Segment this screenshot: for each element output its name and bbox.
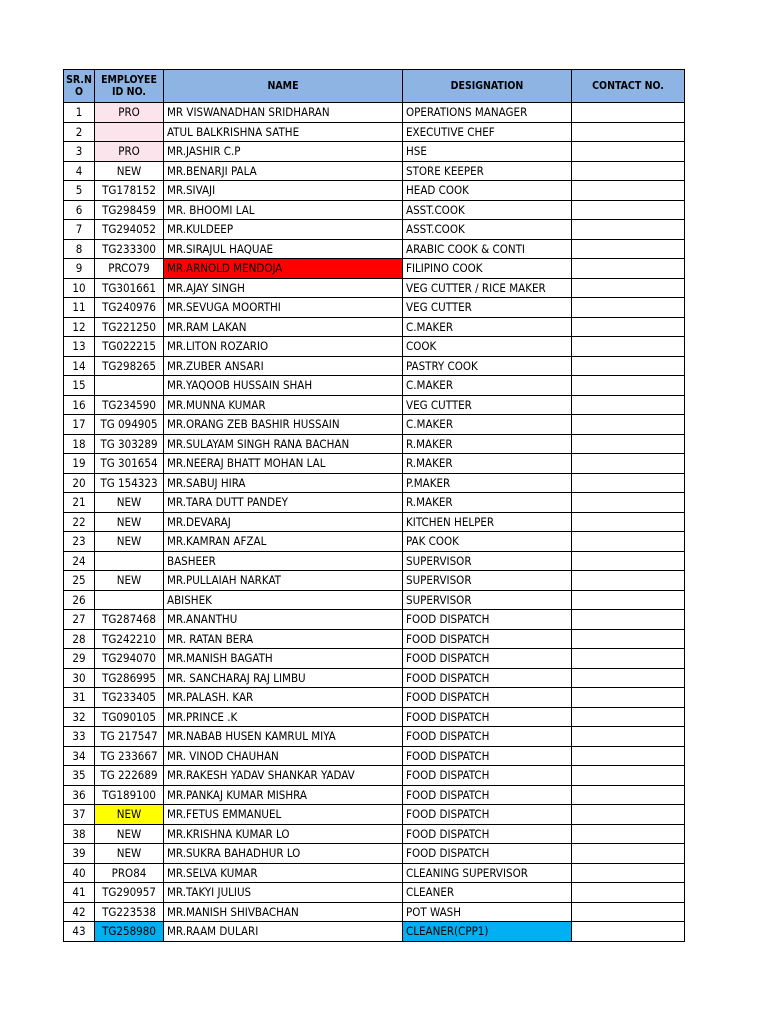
cell-employee-id[interactable] [95, 122, 164, 142]
cell-employee-id[interactable]: TG090105 [95, 707, 164, 727]
cell-designation[interactable]: COOK [403, 337, 572, 357]
cell-name[interactable]: ABISHEK [164, 590, 403, 610]
cell-sr[interactable]: 11 [64, 298, 95, 318]
cell-designation[interactable]: R.MAKER [403, 493, 572, 513]
table-row [64, 512, 685, 532]
cell-employee-id[interactable]: TG298265 [95, 356, 164, 376]
cell-employee-id[interactable] [95, 376, 164, 396]
cell-contact[interactable] [572, 239, 685, 259]
cell-sr[interactable]: 27 [64, 610, 95, 630]
cell-sr[interactable]: 4 [64, 161, 95, 181]
cell-employee-id[interactable]: TG 154323 [95, 473, 164, 493]
cell-designation[interactable]: R.MAKER [403, 434, 572, 454]
table-row [64, 122, 685, 142]
cell-name[interactable]: MR.KAMRAN AFZAL [164, 532, 403, 552]
table-row [64, 668, 685, 688]
cell-employee-id[interactable]: TG 094905 [95, 415, 164, 435]
cell-designation[interactable]: FOOD DISPATCH [403, 727, 572, 747]
table-row [64, 337, 685, 357]
cell-contact[interactable] [572, 454, 685, 474]
cell-employee-id[interactable]: TG301661 [95, 278, 164, 298]
cell-contact[interactable] [572, 161, 685, 181]
cell-sr[interactable]: 25 [64, 571, 95, 591]
cell-sr[interactable]: 7 [64, 220, 95, 240]
cell-sr[interactable]: 41 [64, 883, 95, 903]
cell-name[interactable]: MR.AJAY SINGH [164, 278, 403, 298]
cell-sr[interactable]: 29 [64, 649, 95, 669]
cell-employee-id[interactable]: TG242210 [95, 629, 164, 649]
cell-sr[interactable]: 26 [64, 590, 95, 610]
cell-employee-id[interactable]: NEW [95, 161, 164, 181]
table-row [64, 298, 685, 318]
cell-employee-id[interactable]: TG290957 [95, 883, 164, 903]
cell-sr[interactable]: 2 [64, 122, 95, 142]
table-row [64, 317, 685, 337]
table-row [64, 239, 685, 259]
cell-designation[interactable]: SUPERVISOR [403, 571, 572, 591]
header-contact[interactable]: CONTACT NO. [572, 70, 685, 103]
cell-sr[interactable]: 43 [64, 922, 95, 942]
cell-sr[interactable]: 6 [64, 200, 95, 220]
cell-employee-id[interactable]: NEW [95, 805, 164, 825]
cell-designation[interactable]: OPERATIONS MANAGER [403, 103, 572, 123]
cell-designation[interactable]: FOOD DISPATCH [403, 610, 572, 630]
table-row [64, 356, 685, 376]
cell-designation[interactable]: POT WASH [403, 902, 572, 922]
cell-designation[interactable]: CLEANING SUPERVISOR [403, 863, 572, 883]
table-row [64, 103, 685, 123]
table-row [64, 200, 685, 220]
cell-contact[interactable] [572, 298, 685, 318]
cell-sr[interactable]: 42 [64, 902, 95, 922]
cell-employee-id[interactable]: TG022215 [95, 337, 164, 357]
table-row [64, 707, 685, 727]
cell-employee-id[interactable]: TG286995 [95, 668, 164, 688]
cell-contact[interactable] [572, 649, 685, 669]
cell-employee-id[interactable]: NEW [95, 844, 164, 864]
cell-designation[interactable]: FOOD DISPATCH [403, 766, 572, 786]
cell-contact[interactable] [572, 922, 685, 942]
cell-sr[interactable]: 16 [64, 395, 95, 415]
table-row [64, 629, 685, 649]
cell-name[interactable]: MR.ANANTHU [164, 610, 403, 630]
cell-sr[interactable]: 22 [64, 512, 95, 532]
cell-designation[interactable]: C.MAKER [403, 317, 572, 337]
cell-employee-id[interactable]: TG294052 [95, 220, 164, 240]
cell-name[interactable]: MR.NEERAJ BHATT MOHAN LAL [164, 454, 403, 474]
cell-contact[interactable] [572, 103, 685, 123]
cell-contact[interactable] [572, 220, 685, 240]
table-row [64, 590, 685, 610]
cell-name[interactable]: MR.JASHIR C.P [164, 142, 403, 162]
cell-name[interactable]: MR.PALASH. KAR [164, 688, 403, 708]
cell-employee-id[interactable] [95, 590, 164, 610]
cell-employee-id[interactable]: TG 217547 [95, 727, 164, 747]
cell-designation[interactable]: FILIPINO COOK [403, 259, 572, 279]
cell-designation[interactable]: FOOD DISPATCH [403, 649, 572, 669]
table-row [64, 688, 685, 708]
cell-employee-id[interactable]: TG234590 [95, 395, 164, 415]
cell-designation[interactable]: ARABIC COOK & CONTI [403, 239, 572, 259]
cell-contact[interactable] [572, 746, 685, 766]
cell-sr[interactable]: 33 [64, 727, 95, 747]
cell-sr[interactable]: 32 [64, 707, 95, 727]
cell-sr[interactable]: 12 [64, 317, 95, 337]
cell-contact[interactable] [572, 200, 685, 220]
table-row [64, 902, 685, 922]
cell-designation[interactable]: R.MAKER [403, 454, 572, 474]
cell-contact[interactable] [572, 707, 685, 727]
cell-contact[interactable] [572, 668, 685, 688]
cell-contact[interactable] [572, 766, 685, 786]
cell-employee-id[interactable]: PRCO79 [95, 259, 164, 279]
header-name[interactable]: NAME [164, 70, 403, 103]
cell-employee-id[interactable]: NEW [95, 532, 164, 552]
cell-designation[interactable]: FOOD DISPATCH [403, 785, 572, 805]
cell-designation[interactable]: ASST.COOK [403, 200, 572, 220]
cell-name[interactable]: MR.TARA DUTT PANDEY [164, 493, 403, 513]
cell-contact[interactable] [572, 181, 685, 201]
header-designation[interactable]: DESIGNATION [403, 70, 572, 103]
header-row [64, 70, 685, 103]
cell-sr[interactable]: 20 [64, 473, 95, 493]
cell-name[interactable]: MR.KULDEEP [164, 220, 403, 240]
cell-contact[interactable] [572, 122, 685, 142]
cell-designation[interactable]: HEAD COOK [403, 181, 572, 201]
cell-contact[interactable] [572, 493, 685, 513]
cell-employee-id[interactable]: TG233300 [95, 239, 164, 259]
cell-contact[interactable] [572, 883, 685, 903]
cell-designation[interactable]: FOOD DISPATCH [403, 707, 572, 727]
table-row [64, 220, 685, 240]
cell-name[interactable]: MR.RAM LAKAN [164, 317, 403, 337]
table-row [64, 161, 685, 181]
cell-employee-id[interactable]: TG233405 [95, 688, 164, 708]
cell-sr[interactable]: 15 [64, 376, 95, 396]
cell-contact[interactable] [572, 629, 685, 649]
cell-employee-id[interactable]: TG240976 [95, 298, 164, 318]
table-row [64, 395, 685, 415]
cell-sr[interactable]: 23 [64, 532, 95, 552]
table-row [64, 181, 685, 201]
cell-employee-id[interactable]: NEW [95, 512, 164, 532]
cell-name[interactable]: MR.SEVUGA MOORTHI [164, 298, 403, 318]
cell-sr[interactable]: 24 [64, 551, 95, 571]
cell-name[interactable]: MR.PRINCE .K [164, 707, 403, 727]
cell-sr[interactable]: 14 [64, 356, 95, 376]
cell-sr[interactable]: 28 [64, 629, 95, 649]
table-row [64, 649, 685, 669]
cell-name[interactable]: MR.SIRAJUL HAQUAE [164, 239, 403, 259]
cell-designation[interactable]: EXECUTIVE CHEF [403, 122, 572, 142]
cell-name[interactable]: MR.RAKESH YADAV SHANKAR YADAV [164, 766, 403, 786]
table-row [64, 610, 685, 630]
cell-sr[interactable]: 5 [64, 181, 95, 201]
cell-designation[interactable]: FOOD DISPATCH [403, 824, 572, 844]
table-row [64, 259, 685, 279]
header-employee-id[interactable]: EMPLOYEE ID NO. [95, 70, 164, 103]
cell-name[interactable]: MR.SULAYAM SINGH RANA BACHAN [164, 434, 403, 454]
cell-sr[interactable]: 31 [64, 688, 95, 708]
cell-designation[interactable]: C.MAKER [403, 415, 572, 435]
cell-sr[interactable]: 36 [64, 785, 95, 805]
cell-sr[interactable]: 10 [64, 278, 95, 298]
cell-sr[interactable]: 3 [64, 142, 95, 162]
cell-employee-id[interactable]: TG221250 [95, 317, 164, 337]
cell-name[interactable]: MR. RATAN BERA [164, 629, 403, 649]
cell-name[interactable]: MR.ORANG ZEB BASHIR HUSSAIN [164, 415, 403, 435]
cell-employee-id[interactable]: TG 233667 [95, 746, 164, 766]
cell-contact[interactable] [572, 863, 685, 883]
cell-employee-id[interactable]: NEW [95, 493, 164, 513]
cell-contact[interactable] [572, 844, 685, 864]
cell-employee-id[interactable]: PRO [95, 142, 164, 162]
cell-name[interactable]: MR.ARNOLD MENDOJA [164, 259, 403, 279]
cell-contact[interactable] [572, 902, 685, 922]
cell-contact[interactable] [572, 512, 685, 532]
cell-designation[interactable]: VEG CUTTER / RICE MAKER [403, 278, 572, 298]
cell-sr[interactable]: 35 [64, 766, 95, 786]
cell-contact[interactable] [572, 532, 685, 552]
cell-designation[interactable]: C.MAKER [403, 376, 572, 396]
cell-sr[interactable]: 30 [64, 668, 95, 688]
cell-contact[interactable] [572, 473, 685, 493]
cell-contact[interactable] [572, 395, 685, 415]
cell-sr[interactable]: 8 [64, 239, 95, 259]
cell-contact[interactable] [572, 824, 685, 844]
cell-contact[interactable] [572, 278, 685, 298]
cell-designation[interactable]: FOOD DISPATCH [403, 805, 572, 825]
cell-sr[interactable]: 1 [64, 103, 95, 123]
cell-name[interactable]: MR.DEVARAJ [164, 512, 403, 532]
table-row [64, 785, 685, 805]
cell-sr[interactable]: 17 [64, 415, 95, 435]
cell-sr[interactable]: 40 [64, 863, 95, 883]
cell-employee-id[interactable]: PRO [95, 103, 164, 123]
cell-employee-id[interactable]: TG298459 [95, 200, 164, 220]
table-body [64, 103, 685, 942]
cell-contact[interactable] [572, 688, 685, 708]
cell-contact[interactable] [572, 434, 685, 454]
table-row [64, 551, 685, 571]
cell-employee-id[interactable]: TG 303289 [95, 434, 164, 454]
cell-employee-id[interactable]: TG 222689 [95, 766, 164, 786]
cell-employee-id[interactable] [95, 551, 164, 571]
cell-contact[interactable] [572, 415, 685, 435]
table-row [64, 278, 685, 298]
table-row [64, 922, 685, 942]
cell-sr[interactable]: 34 [64, 746, 95, 766]
cell-employee-id[interactable]: PRO84 [95, 863, 164, 883]
cell-designation[interactable]: CLEANER [403, 883, 572, 903]
cell-designation[interactable]: KITCHEN HELPER [403, 512, 572, 532]
cell-sr[interactable]: 21 [64, 493, 95, 513]
cell-designation[interactable]: PASTRY COOK [403, 356, 572, 376]
table-row [64, 434, 685, 454]
cell-contact[interactable] [572, 571, 685, 591]
cell-name[interactable]: MR.SIVAJI [164, 181, 403, 201]
cell-designation[interactable]: SUPERVISOR [403, 551, 572, 571]
cell-designation[interactable]: VEG CUTTER [403, 395, 572, 415]
header-sr[interactable]: SR.N O [64, 70, 95, 103]
cell-employee-id[interactable]: TG189100 [95, 785, 164, 805]
cell-sr[interactable]: 18 [64, 434, 95, 454]
cell-designation[interactable]: VEG CUTTER [403, 298, 572, 318]
table-row [64, 766, 685, 786]
cell-sr[interactable]: 19 [64, 454, 95, 474]
cell-name[interactable]: MR.BENARJI PALA [164, 161, 403, 181]
table-row [64, 571, 685, 591]
cell-sr[interactable]: 39 [64, 844, 95, 864]
cell-designation[interactable]: ASST.COOK [403, 220, 572, 240]
cell-name[interactable]: MR.MUNNA KUMAR [164, 395, 403, 415]
cell-employee-id[interactable]: NEW [95, 824, 164, 844]
cell-name[interactable]: BASHEER [164, 551, 403, 571]
table-row [64, 863, 685, 883]
cell-contact[interactable] [572, 356, 685, 376]
cell-name[interactable]: MR.SELVA KUMAR [164, 863, 403, 883]
cell-contact[interactable] [572, 805, 685, 825]
cell-employee-id[interactable]: TG 301654 [95, 454, 164, 474]
table-row [64, 142, 685, 162]
cell-name[interactable]: MR. BHOOMI LAL [164, 200, 403, 220]
cell-name[interactable]: MR. VINOD CHAUHAN [164, 746, 403, 766]
cell-name[interactable]: MR.PANKAJ KUMAR MISHRA [164, 785, 403, 805]
cell-contact[interactable] [572, 259, 685, 279]
cell-name[interactable]: MR.NABAB HUSEN KAMRUL MIYA [164, 727, 403, 747]
cell-name[interactable]: MR. SANCHARAJ RAJ LIMBU [164, 668, 403, 688]
cell-employee-id[interactable]: TG223538 [95, 902, 164, 922]
cell-name[interactable]: MR.MANISH SHIVBACHAN [164, 902, 403, 922]
cell-name[interactable]: MR.YAQOOB HUSSAIN SHAH [164, 376, 403, 396]
table-row [64, 844, 685, 864]
cell-employee-id[interactable]: TG294070 [95, 649, 164, 669]
cell-name[interactable]: MR.RAAM DULARI [164, 922, 403, 942]
table-row [64, 532, 685, 552]
cell-sr[interactable]: 9 [64, 259, 95, 279]
cell-designation[interactable]: FOOD DISPATCH [403, 629, 572, 649]
cell-name[interactable]: MR.SUKRA BAHADHUR LO [164, 844, 403, 864]
cell-designation[interactable]: FOOD DISPATCH [403, 688, 572, 708]
cell-name[interactable]: MR.LITON ROZARIO [164, 337, 403, 357]
table-row [64, 376, 685, 396]
table-row [64, 473, 685, 493]
cell-contact[interactable] [572, 785, 685, 805]
cell-designation[interactable]: SUPERVISOR [403, 590, 572, 610]
cell-designation[interactable]: FOOD DISPATCH [403, 746, 572, 766]
cell-designation[interactable]: STORE KEEPER [403, 161, 572, 181]
table-row [64, 805, 685, 825]
cell-name[interactable]: MR.KRISHNA KUMAR LO [164, 824, 403, 844]
table-row [64, 727, 685, 747]
table-row [64, 746, 685, 766]
cell-name[interactable]: MR.ZUBER ANSARI [164, 356, 403, 376]
cell-contact[interactable] [572, 590, 685, 610]
cell-name[interactable]: MR.PULLAIAH NARKAT [164, 571, 403, 591]
cell-sr[interactable]: 37 [64, 805, 95, 825]
cell-contact[interactable] [572, 376, 685, 396]
table-row [64, 824, 685, 844]
cell-employee-id[interactable]: TG258980 [95, 922, 164, 942]
cell-employee-id[interactable]: TG178152 [95, 181, 164, 201]
cell-designation[interactable]: P.MAKER [403, 473, 572, 493]
cell-designation[interactable]: PAK COOK [403, 532, 572, 552]
cell-employee-id[interactable]: TG287468 [95, 610, 164, 630]
cell-sr[interactable]: 13 [64, 337, 95, 357]
cell-contact[interactable] [572, 337, 685, 357]
cell-designation[interactable]: HSE [403, 142, 572, 162]
table-row [64, 454, 685, 474]
cell-employee-id[interactable]: NEW [95, 571, 164, 591]
cell-name[interactable]: MR.FETUS EMMANUEL [164, 805, 403, 825]
cell-name[interactable]: MR VISWANADHAN SRIDHARAN [164, 103, 403, 123]
cell-designation[interactable]: FOOD DISPATCH [403, 844, 572, 864]
cell-designation[interactable]: CLEANER(CPP1) [403, 922, 572, 942]
table-row [64, 415, 685, 435]
cell-name[interactable]: ATUL BALKRISHNA SATHE [164, 122, 403, 142]
cell-name[interactable]: MR.TAKYI JULIUS [164, 883, 403, 903]
cell-designation[interactable]: FOOD DISPATCH [403, 668, 572, 688]
cell-sr[interactable]: 38 [64, 824, 95, 844]
table-row [64, 493, 685, 513]
cell-contact[interactable] [572, 727, 685, 747]
cell-contact[interactable] [572, 317, 685, 337]
cell-contact[interactable] [572, 142, 685, 162]
cell-name[interactable]: MR.MANISH BAGATH [164, 649, 403, 669]
cell-contact[interactable] [572, 551, 685, 571]
cell-contact[interactable] [572, 610, 685, 630]
table-row [64, 883, 685, 903]
cell-name[interactable]: MR.SABUJ HIRA [164, 473, 403, 493]
employee-table [63, 69, 685, 942]
